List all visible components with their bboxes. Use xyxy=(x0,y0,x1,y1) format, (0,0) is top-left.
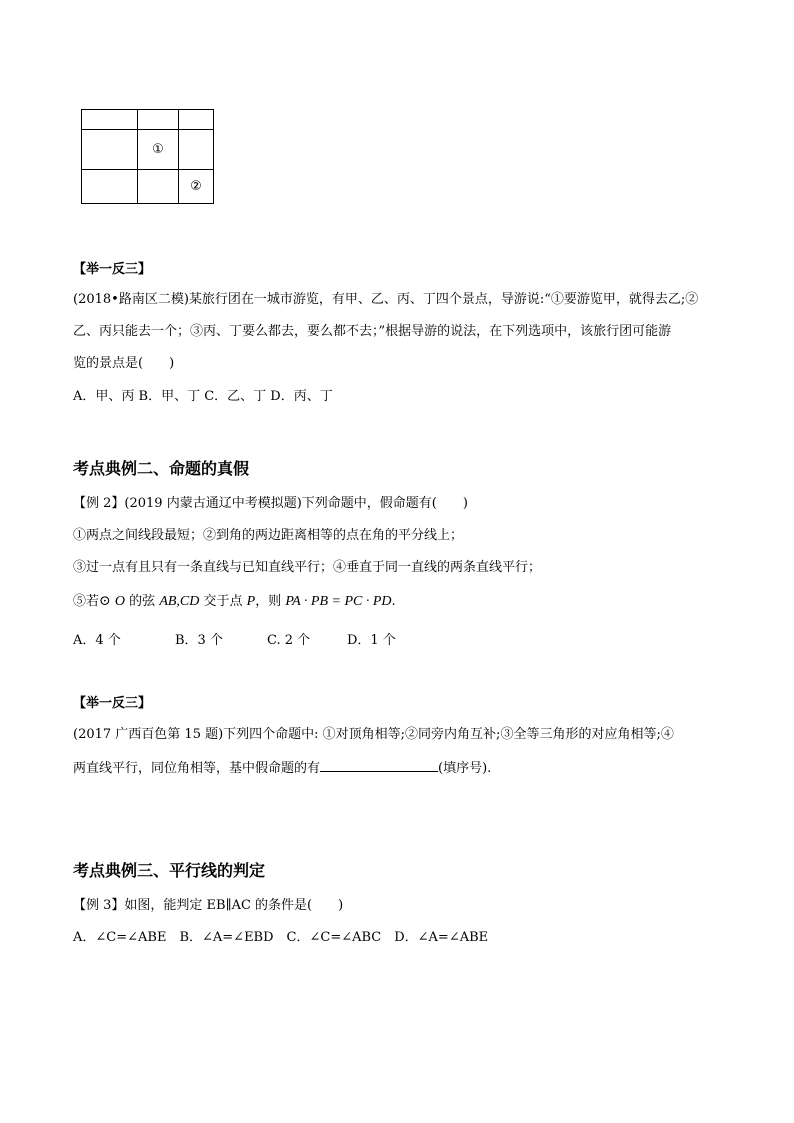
section-title: 考点典例三、平行线的判定 xyxy=(73,861,266,880)
answer-options: A．∠C=∠ABE B．∠A=∠EBD C．∠C=∠ABC D．∠A=∠ABE xyxy=(73,930,489,945)
statement-line xyxy=(73,593,396,610)
grid-figure xyxy=(81,109,214,204)
grid-cell xyxy=(138,110,179,130)
option-a: A．4 个 xyxy=(73,633,121,648)
question-line: (2017 广西百色第 15 题)下列四个命题中: ①对顶角相等;②同旁内角互补;③全等三角形的对应角相等;④ xyxy=(73,727,674,742)
practice-heading: 【举一反三】 xyxy=(73,696,152,711)
grid-cell xyxy=(82,130,138,170)
question-text: 两直线平行，同位角相等，基中假命题的有 xyxy=(73,761,321,776)
example-line: 【例 3】如图，能判定 EB∥AC 的条件是( ) xyxy=(73,898,344,913)
question-line: 览的景点是( ) xyxy=(73,356,175,371)
answer-options: A．甲、丙 B．甲、丁 C．乙、丁 D．丙、丁 xyxy=(73,389,333,404)
statement-text: ⑤若 xyxy=(73,594,100,609)
answer-blank[interactable] xyxy=(320,759,438,772)
grid-cell xyxy=(82,170,138,204)
statement-text: 交于点 xyxy=(203,594,243,609)
grid-cell xyxy=(179,130,214,170)
option-c: C. 2 个 xyxy=(267,633,311,648)
question-line: (2018•路南区二模)某旅行团在一城市游览，有甲、乙、丙、丁四个景点，导游说:“①要游览甲，就得去乙;② xyxy=(73,292,699,307)
math-var: P xyxy=(246,594,256,609)
section-title: 考点典例二、命题的真假 xyxy=(73,459,250,478)
circle-symbol: ⊙ xyxy=(99,593,111,609)
statement-text: ，则 xyxy=(255,594,282,609)
option-b: B．3 个 xyxy=(175,633,223,648)
practice-heading: 【举一反三】 xyxy=(73,262,152,277)
grid-cell: ② xyxy=(179,170,214,204)
math-var: O xyxy=(114,594,126,609)
statement-text: . xyxy=(391,594,396,609)
grid-cell xyxy=(82,110,138,130)
grid-cell: ① xyxy=(138,130,179,170)
statement-line: ③过一点有且只有一条直线与已知直线平行；④垂直于同一直线的两条直线平行； xyxy=(73,560,542,575)
question-line xyxy=(73,759,491,777)
grid-cell xyxy=(138,170,179,204)
grid-cell xyxy=(179,110,214,130)
example-line: 【例 2】(2019 内蒙古通辽中考模拟题)下列命题中，假命题有( ) xyxy=(73,496,468,511)
math-equation: PA · PB = PC · PD xyxy=(285,594,392,609)
question-line: 乙、丙只能去一个；③丙、丁要么都去，要么都不去；”根据导游的说法，在下列选项中，该旅行团可能游 xyxy=(73,324,672,339)
option-d: D．1 个 xyxy=(347,633,396,648)
statement-text: 的弦 xyxy=(129,594,156,609)
statement-line: ①两点之间线段最短；②到角的两边距离相等的点在角的平分线上； xyxy=(73,528,464,543)
question-text: (填序号). xyxy=(438,761,492,776)
math-var: AB,CD xyxy=(159,594,200,609)
